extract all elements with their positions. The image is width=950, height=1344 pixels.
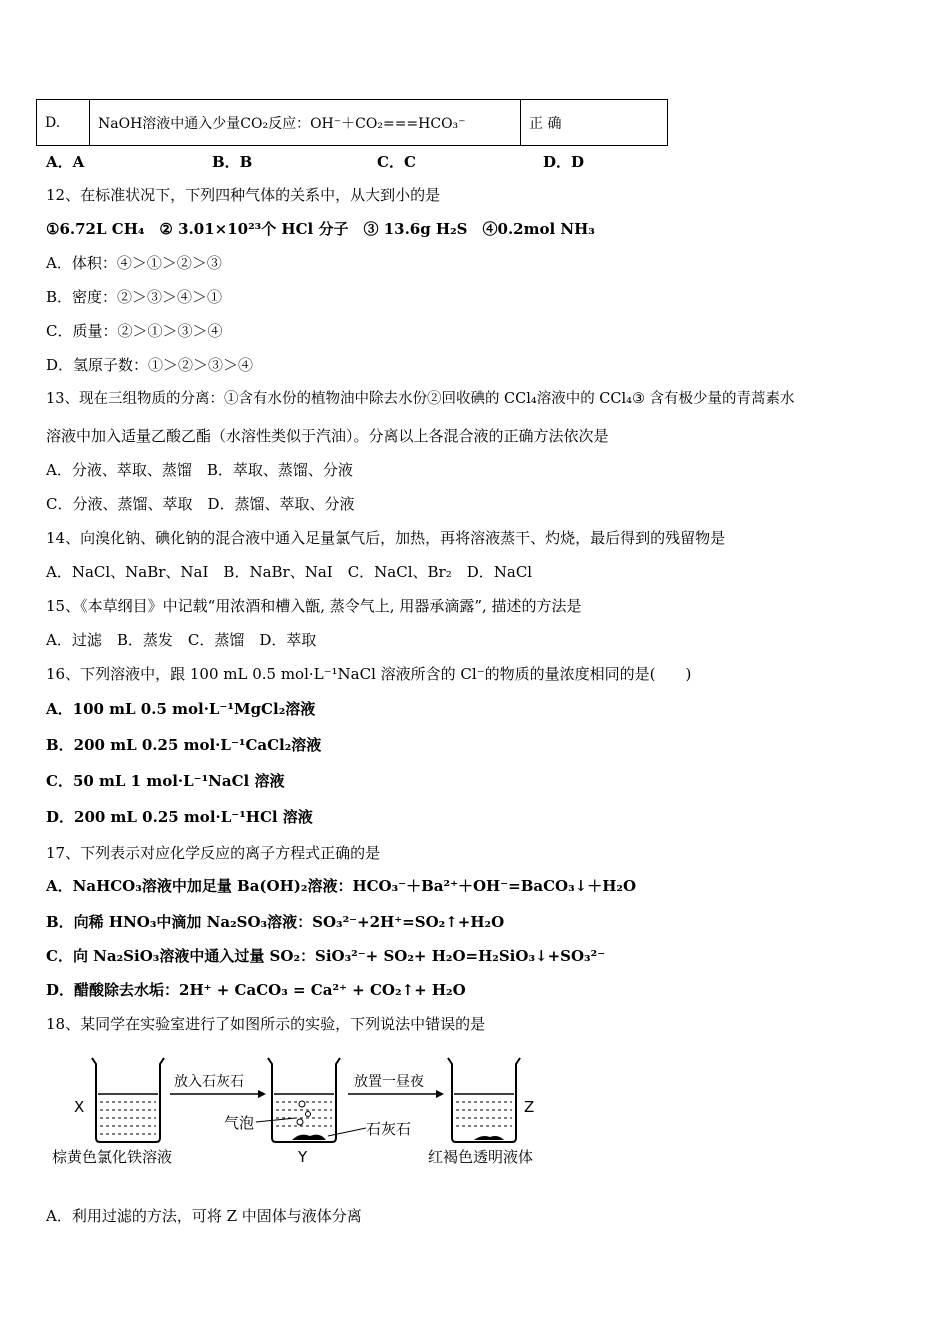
q12-option-a: A．体积：④＞①＞②＞③ [46, 254, 222, 272]
q15-options: A．过滤 B．蒸发 C．蒸馏 D．萃取 [46, 631, 317, 649]
q12-option-b: B．密度：②＞③＞④＞① [46, 288, 223, 306]
q17-stem: 17、下列表示对应化学反应的离子方程式正确的是 [46, 844, 381, 862]
q13-stem-line2: 溶液中加入适量乙酸乙酯（水溶性类似于汽油）。分离以上各混合液的正确方法依次是 [46, 427, 609, 445]
beaker-z [448, 1058, 520, 1142]
q12-stem: 12、在标准状况下，下列四种气体的关系中，从大到小的是 [46, 186, 441, 204]
q18-stem: 18、某同学在实验室进行了如图所示的实验，下列说法中错误的是 [46, 1015, 486, 1033]
arrow1-label: 放入石灰石 [174, 1074, 244, 1090]
q17-option-b: B．向稀 HNO₃中滴加 Na₂SO₃溶液：SO₃²⁻+2H⁺=SO₂↑+H₂O [46, 913, 505, 931]
q16-option-a: A．100 mL 0.5 mol·L⁻¹MgCl₂溶液 [46, 700, 316, 718]
caption-right: 红褐色透明液体 [428, 1148, 534, 1166]
q18-option-a: A．利用过滤的方法，可将 Z 中固体与液体分离 [46, 1207, 362, 1225]
table-cell-content: NaOH溶液中通入少量CO₂反应：OH⁻＋CO₂===HCO₃⁻ [90, 100, 521, 146]
table-cell-judgment: 正 确 [521, 100, 668, 146]
q13-options-line1: A．分液、萃取、蒸馏 B．萃取、蒸馏、分液 [46, 461, 353, 479]
answer-table [36, 99, 668, 146]
label-y: Y [298, 1148, 308, 1166]
q16-option-d: D．200 mL 0.25 mol·L⁻¹HCl 溶液 [46, 808, 313, 826]
label-x: X [74, 1098, 85, 1116]
beaker-y [268, 1058, 340, 1142]
q13-stem-line1: 13、现在三组物质的分离：①含有水份的植物油中除去水份②回收碘的 CCl₄溶液中的 CCl₄③ 含有极少量的青蒿素水 [46, 391, 795, 407]
caption-left: 棕黄色氯化铁溶液 [52, 1148, 173, 1166]
beaker-x [92, 1058, 164, 1142]
q15-stem: 15、《本草纲目》中记载“用浓酒和槽入甑, 蒸令气上, 用器承滴露”, 描述的方法是 [46, 597, 582, 615]
arrow1-head [258, 1090, 266, 1098]
arrow2-head [436, 1090, 444, 1098]
label-z: Z [524, 1098, 535, 1116]
q12-option-c: C．质量：②＞①＞③＞④ [46, 322, 223, 340]
q11-option-c: C．C [377, 153, 416, 171]
q17-option-d: D．醋酸除去水垢：2H⁺ + CaCO₃ = Ca²⁺ + CO₂↑+ H₂O [46, 981, 466, 999]
bubbles-label: 气泡 [224, 1114, 255, 1132]
q11-option-d: D．D [543, 153, 585, 171]
q16-option-b: B．200 mL 0.25 mol·L⁻¹CaCl₂溶液 [46, 736, 322, 754]
table-row [37, 100, 668, 146]
q12-option-d: D．氢原子数：①＞②＞③＞④ [46, 356, 254, 374]
q14-options: A．NaCl、NaBr、NaI B．NaBr、NaI C．NaCl、Br₂ D．NaCl [46, 563, 533, 581]
q16-option-c: C．50 mL 1 mol·L⁻¹NaCl 溶液 [46, 772, 285, 790]
q12-items: ①6.72L CH₄ ② 3.01×10²³个 HCl 分子 ③ 13.6g H₂S ④0.2mol NH₃ [46, 220, 595, 238]
q11-option-b: B．B [212, 153, 253, 171]
limestone-label: 石灰石 [366, 1120, 412, 1138]
table-cell-label: D. [37, 100, 90, 146]
experiment-diagram [40, 1050, 570, 1180]
arrow2-label: 放置一昼夜 [354, 1074, 424, 1090]
q14-stem: 14、向溴化钠、碘化钠的混合液中通入足量氯气后，加热，再将溶液蒸干、灼烧，最后得到的残留物是 [46, 529, 726, 547]
bubbles-pointer [256, 1118, 296, 1122]
q16-stem: 16、下列溶液中，跟 100 mL 0.5 mol·L⁻¹NaCl 溶液所含的 Cl⁻的物质的量浓度相同的是( ) [46, 665, 692, 683]
q11-option-a: A．A [46, 153, 85, 171]
q17-option-c: C．向 Na₂SiO₃溶液中通入过量 SO₂：SiO₃²⁻+ SO₂+ H₂O=H₂SiO₃↓+SO₃²⁻ [46, 947, 606, 965]
limestone-pointer [328, 1128, 366, 1136]
q13-options-line2: C．分液、蒸馏、萃取 D．蒸馏、萃取、分液 [46, 495, 355, 513]
q17-option-a: A．NaHCO₃溶液中加足量 Ba(OH)₂溶液：HCO₃⁻＋Ba²⁺＋OH⁻=BaCO₃↓＋H₂O [46, 877, 637, 895]
